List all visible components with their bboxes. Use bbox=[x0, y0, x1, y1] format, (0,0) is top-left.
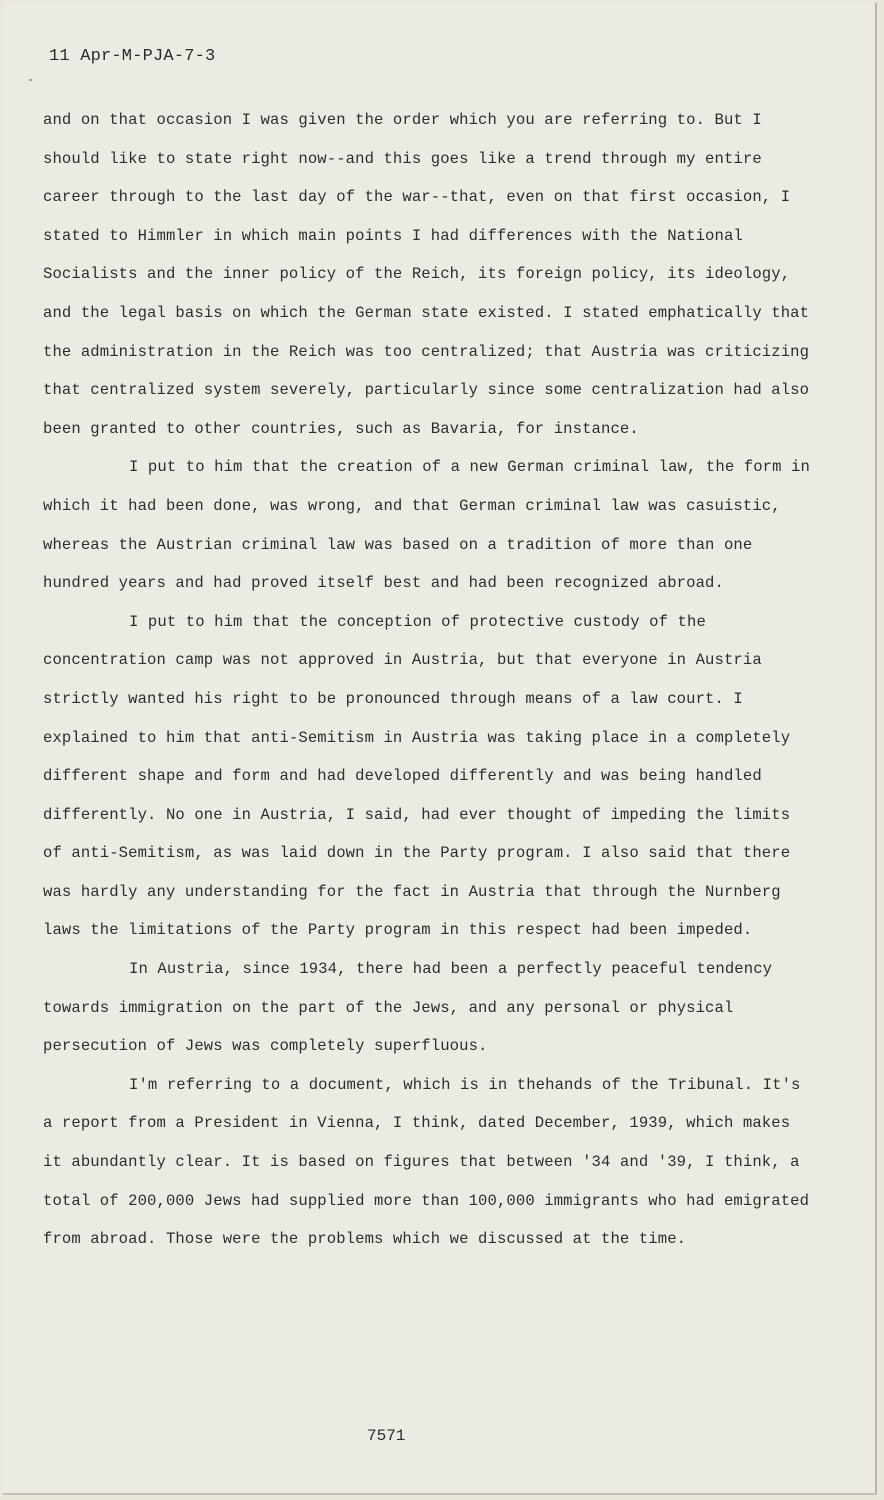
page-number: 7571 bbox=[367, 1427, 406, 1445]
paragraph-4: In Austria, since 1934, there had been a perfectly peaceful tendency towards immigration on the part of the Jews, and any personal or physical persecution of Jews was completely superfluous. bbox=[43, 960, 773, 1056]
document-reference: 11 Apr-M-PJA-7-3 bbox=[49, 47, 216, 66]
paragraph-3: I put to him that the conception of protective custody of the concentration camp was not approved in Austria, but that everyone in Austria strictly wanted his right to be pronounced through means of a law court. I explained to him that anti-Semitism in Austria was taking place in a completely different shape and form and had developed differently and was being handled differently. No one in Austria, I said, had ever thought of impeding the limits of anti-Semitism, as was laid down in the Party program. I also said that there was hardly any understanding for the fact in Austria that through the Nurnberg laws the limitations of the Party program in this respect had been impeded. bbox=[43, 612, 791, 940]
paragraph-2: I put to him that the creation of a new German criminal law, the form in which it had been done, was wrong, and that German criminal law was casuistic, whereas the Austrian criminal law was based on a tradition of more than one hundred years and had proved itself best and had been recognized abroad. bbox=[43, 458, 810, 593]
margin-mark: - bbox=[27, 73, 35, 87]
document-page bbox=[3, 3, 877, 1495]
paragraph-5: I'm referring to a document, which is in thehands of the Tribunal. It's a report from a President in Vienna, I think, dated December, 1939, which makes it abundantly clear. It is based on figures that between '34 and '39, I think, a total of 200,000 Jews had supplied more than 100,000 immigrants who had emigrated from abroad. Those were the problems which we discussed at the time. bbox=[43, 1075, 810, 1249]
paragraph-1: and on that occasion I was given the order which you are referring to. But I should like to state right now--and this goes like a trend through my entire career through to the last day of the war--that, even on that first occasion, I stated to Himmler in which main points I had differences with the National Socialists and the inner policy of the Reich, its foreign policy, its ideology, and the legal basis on which the German state existed. I stated emphatically that the administration in the Reich was too centralized; that Austria was criticizing that centralized system severely, particularly since some centralization had also been granted to other countries, such as Bavaria, for instance. bbox=[43, 111, 810, 438]
transcript-body bbox=[23, 101, 813, 1259]
